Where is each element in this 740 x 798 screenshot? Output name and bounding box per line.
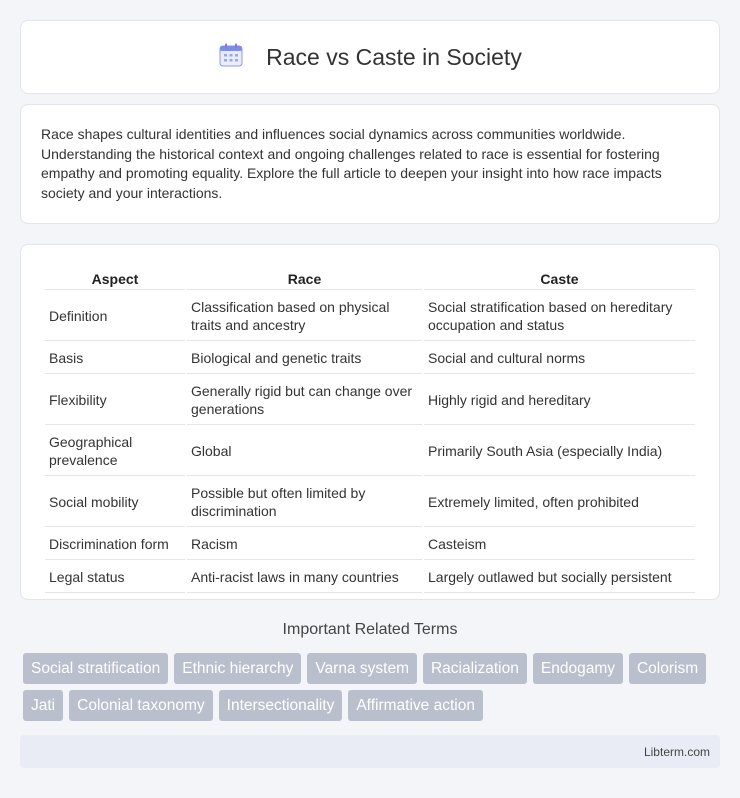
calendar-icon: [218, 42, 244, 73]
comparison-card: [20, 244, 720, 600]
related-term-tag[interactable]: Affirmative action: [348, 690, 483, 721]
table-row: [45, 292, 695, 341]
table-cell: Possible but often limited by discrimination: [187, 478, 422, 527]
table-row: [45, 427, 695, 476]
table-row: [45, 343, 695, 374]
table-cell: Social stratification based on hereditary occupation and status: [424, 292, 695, 341]
table-cell: Largely outlawed but socially persistent: [424, 562, 695, 593]
table-cell: Flexibility: [45, 376, 185, 425]
table-row: [45, 376, 695, 425]
table-row: [45, 529, 695, 560]
related-term-tag[interactable]: Intersectionality: [219, 690, 343, 721]
comparison-table: [43, 265, 697, 595]
table-cell: Extremely limited, often prohibited: [424, 478, 695, 527]
header-card: [20, 20, 720, 94]
table-cell: Generally rigid but can change over generations: [187, 376, 422, 425]
table-cell: Anti-racist laws in many countries: [187, 562, 422, 593]
table-cell: Basis: [45, 343, 185, 374]
page-title: Race vs Caste in Society: [266, 43, 522, 70]
table-cell: Discrimination form: [45, 529, 185, 560]
table-cell: Social mobility: [45, 478, 185, 527]
related-term-tag[interactable]: Varna system: [307, 653, 417, 684]
table-cell: Casteism: [424, 529, 695, 560]
intro-card: [20, 104, 720, 224]
related-terms-list: [23, 653, 713, 721]
related-term-tag[interactable]: Racialization: [423, 653, 527, 684]
table-cell: Global: [187, 427, 422, 476]
table-cell: Primarily South Asia (especially India): [424, 427, 695, 476]
related-term-tag[interactable]: Ethnic hierarchy: [174, 653, 301, 684]
header-aspect: Aspect: [45, 267, 185, 290]
header-race: Race: [187, 267, 422, 290]
header-caste: Caste: [424, 267, 695, 290]
related-term-tag[interactable]: Social stratification: [23, 653, 168, 684]
table-cell: Biological and genetic traits: [187, 343, 422, 374]
table-row: [45, 562, 695, 593]
table-header-row: [45, 267, 695, 290]
footer-site-link[interactable]: Libterm.com: [643, 744, 710, 759]
table-cell: Highly rigid and hereditary: [424, 376, 695, 425]
table-cell: Geographical prevalence: [45, 427, 185, 476]
related-term-tag[interactable]: Colonial taxonomy: [69, 690, 213, 721]
related-terms-title: Important Related Terms: [282, 621, 458, 638]
intro-text: Race shapes cultural identities and influences social dynamics across communities worldwide. Understanding the historical context and ongoing challenges related to race is essential for fostering empathy and promoting equality. Explore the full article to deepen your insight into how race impacts society and your interactions.: [41, 126, 662, 201]
table-cell: Definition: [45, 292, 185, 341]
table-row: [45, 478, 695, 527]
table-cell: Legal status: [45, 562, 185, 593]
related-term-tag[interactable]: Colorism: [629, 653, 706, 684]
table-cell: Racism: [187, 529, 422, 560]
related-term-tag[interactable]: Jati: [23, 690, 63, 721]
related-term-tag[interactable]: Endogamy: [533, 653, 623, 684]
table-cell: Classification based on physical traits and ancestry: [187, 292, 422, 341]
table-cell: Social and cultural norms: [424, 343, 695, 374]
footer: [20, 735, 720, 768]
